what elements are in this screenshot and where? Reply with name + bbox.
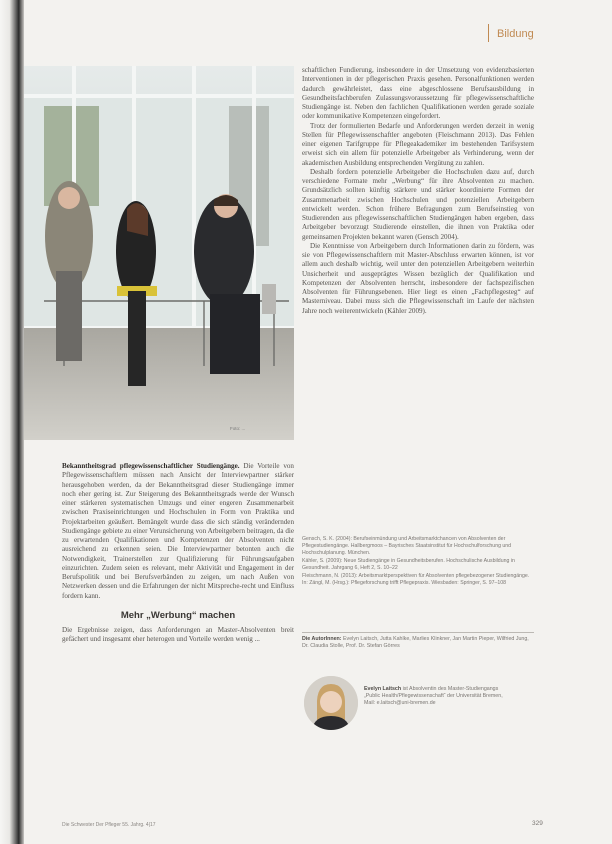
right-paragraph-1: schaftlichen Fundierung, insbesondere in der Umsetzung von evidenzbasierten Interventionen in der pflegerischen Praxis gesehen. Personalfunktionen werden dadurch gewährleistet, dass eine abgeschlossene Berufsausbildung in Gesundheitsfachberufen Zulassungsvoraussetzung für pflegewissenschaftliche Studiengänge ist. Neben den fachlichen Qualifikationen werden gerade soziale oder kommunikative Kompetenzen eingefordert.	[302, 66, 534, 121]
section-divider	[488, 24, 489, 42]
lead-heading: Bekanntheitsgrad pflegewissenschaftlicher Studiengänge.	[62, 462, 240, 470]
avatar	[304, 676, 358, 730]
author-profile	[304, 676, 534, 732]
profile-text	[364, 686, 514, 707]
authors-box	[302, 632, 534, 650]
profile-bio: ist Absolventin des Master-Studiengangs „Public Health/Pflegewissenschaft“ der Universität Bremen, Mail: e.laitsch@uni-bremen.de	[364, 686, 503, 706]
left-paragraph-2: Die Ergebnisse zeigen, dass Anforderungen an Master-Absolventen breit gefächert und insgesamt eher heterogen und Vorteile werden wenig ...	[62, 626, 294, 644]
right-column	[302, 66, 534, 316]
reference-item: Kähler, S. (2009): Neue Studiengänge in Gesundheitsberufen. Hochschulische Ausbildung in Gesundheit. Jahrgang 6, Heft 2, S. 10–22	[302, 558, 515, 571]
right-paragraph-3: Deshalb fordern potenzielle Arbeitgeber die Hochschulen dazu auf, durch verschiedene Formate mehr „Werbung“ für ihre Absolventen zu machen. Grundsätzlich sollten künftig stärkere und stärker koordinierte Formen der Zusammenarbeit zwischen Hochschulen und potenziellen Arbeitgebern entwickelt werden. Schon frühere Befragungen zum Berufseinstieg von Studierenden aus pflegewissenschaftlichen Studiengängen haben ergeben, dass Arbeitgeber bevorzugt Studierende einstellen, die ihnen von Praktika oder gemeinsamen Projekten bekannt waren (Gensch 2004).	[302, 167, 534, 241]
journal-footer: Die Schwester Der Pfleger 55. Jahrg. 4|17	[62, 822, 156, 828]
references	[302, 536, 534, 588]
authors-names: Evelyn Laitsch, Jutta Kahlke, Marlies Klinkner, Jan Martin Pieper, Wilfried Jung, Dr. Claudia Stolle, Prof. Dr. Stefan Görres	[302, 636, 529, 649]
photo-credit: Foto: ...	[230, 426, 246, 431]
page-number: 329	[532, 820, 543, 827]
right-paragraph-4: Die Kenntnisse von Arbeitgebern durch Informationen darin zu fördern, was sie von Pflegewissenschaftlern mit Master-Abschluss erwarten können, ist vor allem auch deshalb wichtig, weil unter den potenziellen Arbeitgebern weiterhin Unsicherheit und ausgeprägtes Wissen bezüglich der Qualifikation und Kompetenzen der Absolventen herrscht, insbesondere der fachspezifischen Absolventen für Führungsebenen. Hier liegt es einen „Fachpflegesteg“ auf Masterniveau. Dabei muss sich die Pflegewissenschaft im Laufe der nächsten Jahre noch weiterentwickeln (Kähler 2009).	[302, 241, 534, 315]
section-label: Bildung	[497, 28, 534, 40]
profile-name: Evelyn Laitsch	[364, 686, 402, 692]
reference-item: Gensch, S. K. (2004): Berufseinmündung und Arbeitsmarktchancen von Absolventen der Pflegestudiengänge. Hallbergmoos – Bayrisches Staatsinstitut für Hochschulforschung und Hochschulplanung. München.	[302, 536, 512, 556]
left-paragraph-1	[62, 462, 294, 601]
right-paragraph-2: Trotz der formulierten Bedarfe und Anforderungen werden derzeit in wenig Stellen für Pflegewissenschaftler angeboten (Fleischmann 2013). Das Fehlen einer eigenen Tarifgruppe für Pflegeakademiker im bestehenden Tarifsystem erweist sich ein allem für potenzielle Arbeitgeber als Verhinderung, wenn der akademischen Ausbildung entsprechenden Vergütung zu zahlen.	[302, 121, 534, 167]
article-photo	[24, 66, 294, 440]
reference-item: Fleischmann, N. (2013): Arbeitsmarktperspektiven für Absolventen pflegebezogener Studiengänge. In: Zängl, M. (Hrsg.): Pflegeforschung trifft Pflegepraxis. Wiesbaden: Springer, S. 97–108	[302, 573, 530, 586]
authors-label: Die AutorInnen:	[302, 636, 342, 642]
left-column	[62, 462, 294, 645]
subheading: Mehr „Werbung“ machen	[120, 609, 236, 621]
page-gutter	[0, 0, 24, 844]
left-paragraph-1-text: Die Vorteile von Pflegewissenschaftlern müssen nach Ansicht der Interviewpartner stärker herausgehoben werden, da der Bekanntheitsgrad dieser Studiengänge immer noch eher gering ist. Zur Steigerung des Bekanntheitsgrads werde der Wunsch einer stärkeren systematischen Umzugs und einer engeren Zusammenarbeit zwischen Praxiseinrichtungen und Hochschulen in Form von Praktika und Projektarbeiten geäußert. Bemängelt wurde dass die sich ständig verändernden Studiengänge gebiete zu einer Verunsicherung von Arbeitgebern beitragen, da die zu erwartenden Qualifikationen und Kompetenzen der Absolventen nicht ausreichend zu erkennen seien. Die Interviewpartner betonten auch die Notwendigkeit, Trainerstellen zur Qualifizierung für Führungsaufgaben einzurichten. Zudem seien es relevant, mehr Aktivität und Engagement in der Berufspolitik und bei Berufsverbänden zu zeigen, um nach Außen von Netzwerken dessen und die Erfahrungen der nicht Mitspreche-recht und Einfluss fordern kann.	[62, 462, 294, 600]
